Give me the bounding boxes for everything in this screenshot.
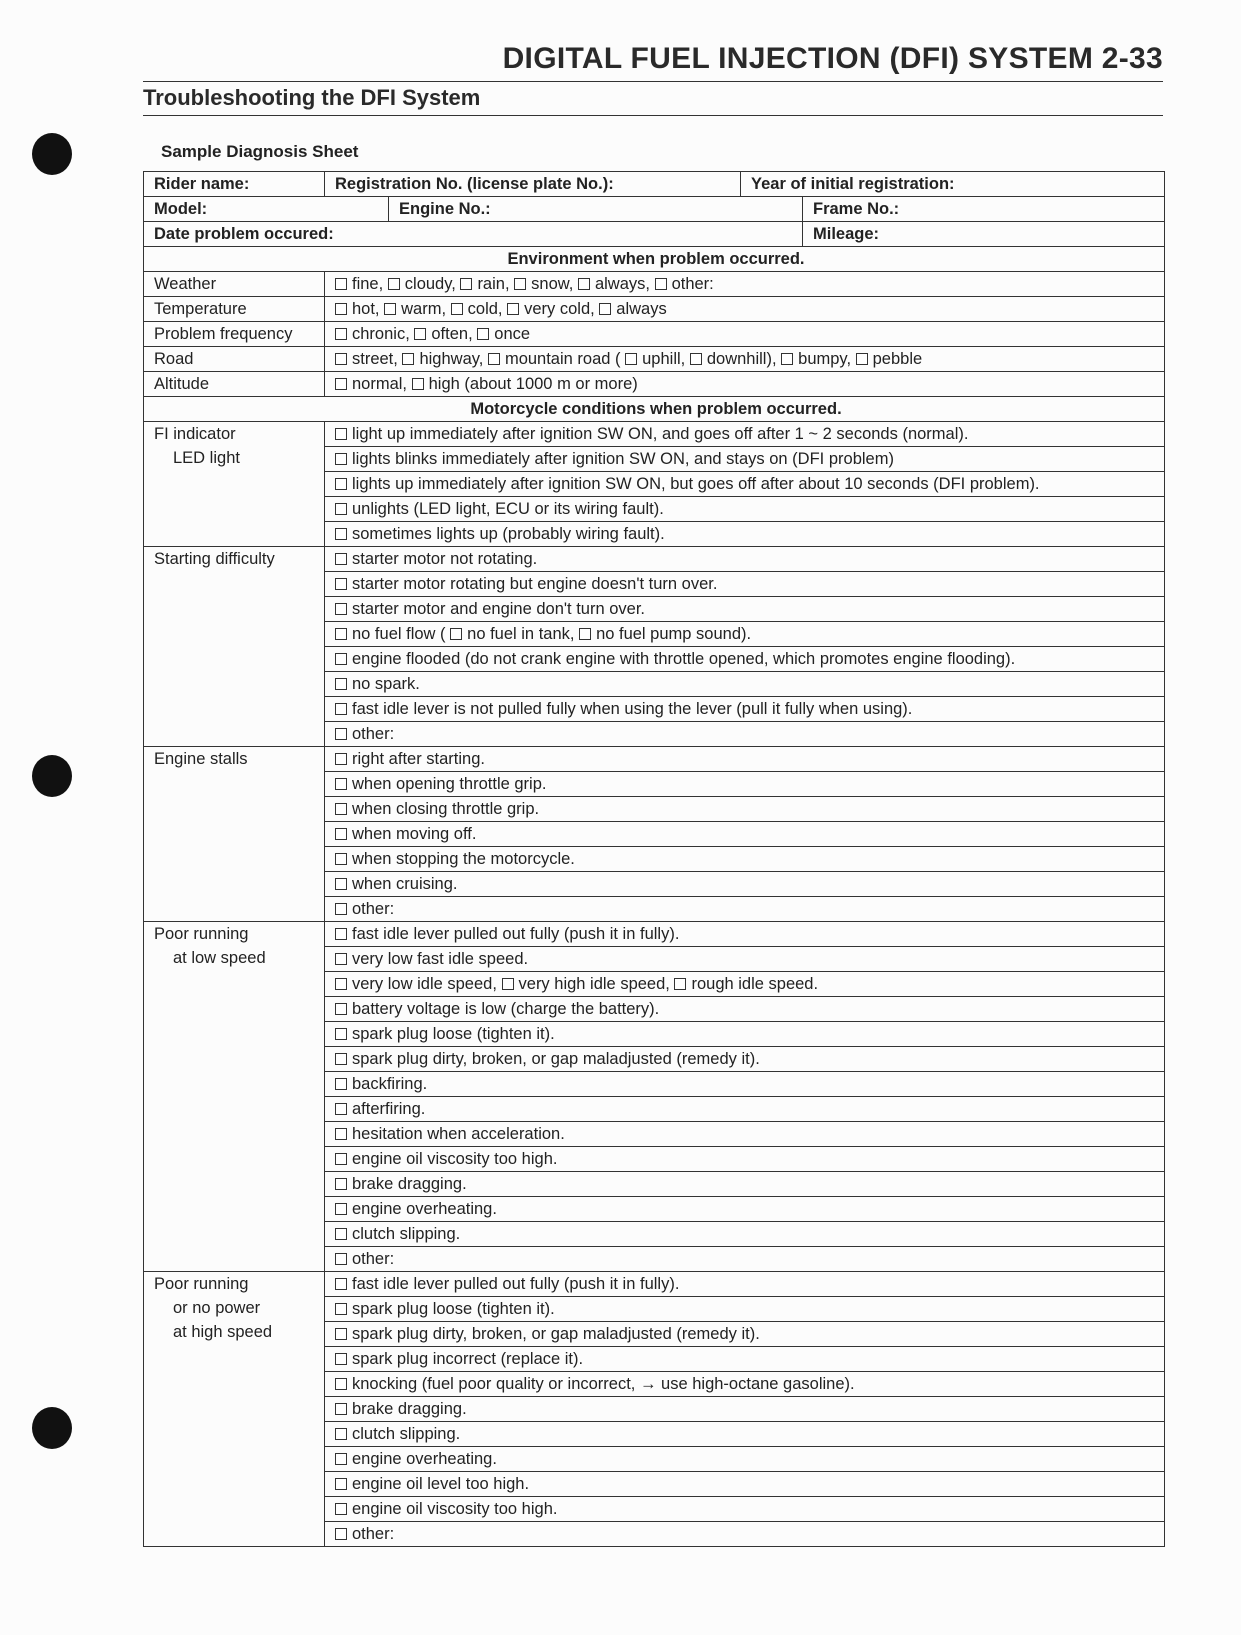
option-text: engine overheating.	[352, 1450, 497, 1468]
option-cell	[325, 747, 1165, 772]
checkbox[interactable]	[335, 728, 347, 740]
option-cell	[325, 997, 1165, 1022]
sheet-title: Sample Diagnosis Sheet	[161, 142, 359, 161]
option-cell	[325, 1122, 1165, 1147]
option-text: often,	[431, 325, 473, 343]
option-cell	[325, 1047, 1165, 1072]
binder-hole	[32, 1407, 72, 1449]
checkbox[interactable]	[335, 1278, 347, 1290]
option-text: no fuel in tank,	[467, 625, 575, 643]
option-cell	[325, 697, 1165, 722]
option-text: when cruising.	[352, 875, 458, 893]
checkbox[interactable]	[335, 803, 347, 815]
rider-name-field[interactable]: Rider name:	[144, 172, 325, 197]
option-cell	[325, 372, 1165, 397]
option-text: engine overheating.	[352, 1200, 497, 1218]
option-text: mountain road (	[504, 350, 621, 368]
checkbox[interactable]	[335, 1328, 347, 1340]
option-text: once	[494, 325, 531, 343]
section-heading: Environment when problem occurred.	[144, 247, 1165, 272]
option-text: always	[616, 300, 667, 318]
condition-label	[144, 547, 325, 747]
checkbox[interactable]	[460, 278, 472, 290]
option-cell	[325, 1447, 1165, 1472]
checkbox[interactable]	[384, 303, 396, 315]
checkbox[interactable]	[335, 953, 347, 965]
condition-label	[144, 747, 325, 922]
option-cell	[325, 297, 1165, 322]
option-text: normal,	[352, 375, 408, 393]
checkbox[interactable]	[579, 628, 591, 640]
mileage-field[interactable]: Mileage:	[803, 222, 1165, 247]
option-text: unlights (LED light, ECU or its wiring fault).	[352, 500, 664, 518]
option-text: fast idle lever is not pulled fully when using the lever (pull it fully when using).	[352, 700, 913, 718]
option-text: other:	[352, 1525, 395, 1543]
option-cell	[325, 1322, 1165, 1347]
option-cell	[325, 1372, 1165, 1397]
option-text: brake dragging.	[352, 1175, 467, 1193]
option-cell	[325, 1197, 1165, 1222]
checkbox[interactable]	[514, 278, 526, 290]
option-text: engine oil level too high.	[352, 1475, 530, 1493]
checkbox[interactable]	[856, 353, 868, 365]
option-cell	[325, 1297, 1165, 1322]
option-cell	[325, 972, 1165, 997]
option-cell	[325, 472, 1165, 497]
option-cell	[325, 1022, 1165, 1047]
checkbox[interactable]	[335, 1353, 347, 1365]
checkbox[interactable]	[690, 353, 702, 365]
condition-label	[144, 422, 325, 547]
option-cell	[325, 497, 1165, 522]
condition-label-line: Engine stalls	[154, 750, 248, 768]
binder-hole	[32, 133, 72, 175]
registration-no-field[interactable]: Registration No. (license plate No.):	[325, 172, 741, 197]
condition-label-line: Problem frequency	[154, 325, 293, 343]
condition-label	[144, 347, 325, 372]
condition-label	[144, 322, 325, 347]
option-text: spark plug dirty, broken, or gap maladjusted (remedy it).	[352, 1050, 760, 1068]
section-title: Troubleshooting the DFI System	[143, 85, 481, 110]
checkbox[interactable]	[335, 1253, 347, 1265]
option-text: lights blinks immediately after ignition SW ON, and stays on (DFI problem)	[352, 450, 894, 468]
checkbox[interactable]	[335, 353, 347, 365]
option-cell	[325, 772, 1165, 797]
option-text: cold,	[467, 300, 503, 318]
option-text: uphill,	[642, 350, 686, 368]
checkbox[interactable]	[335, 1378, 347, 1390]
option-text: lights up immediately after ignition SW ON, but goes off after about 10 seconds (DFI problem).	[352, 475, 1040, 493]
checkbox[interactable]	[335, 1428, 347, 1440]
table-row	[144, 272, 1165, 297]
option-text: no fuel pump sound).	[596, 625, 752, 643]
checkbox[interactable]	[335, 428, 347, 440]
option-text: always,	[594, 275, 650, 293]
option-text: backfiring.	[352, 1075, 428, 1093]
checkbox[interactable]	[335, 1303, 347, 1315]
option-text: no fuel flow (	[352, 625, 446, 643]
option-text: chronic,	[352, 325, 410, 343]
option-cell	[325, 847, 1165, 872]
checkbox[interactable]	[335, 1478, 347, 1490]
table-row	[144, 297, 1165, 322]
option-cell	[325, 947, 1165, 972]
checkbox[interactable]	[450, 628, 462, 640]
section-heading: Motorcycle conditions when problem occurred.	[144, 397, 1165, 422]
table-row	[144, 922, 1165, 947]
option-cell	[325, 572, 1165, 597]
option-cell	[325, 422, 1165, 447]
table-row	[144, 322, 1165, 347]
table-row	[144, 222, 1165, 247]
option-text: clutch slipping.	[352, 1425, 461, 1443]
table-row	[144, 372, 1165, 397]
option-text: no spark.	[352, 675, 420, 693]
option-cell	[325, 1072, 1165, 1097]
checkbox[interactable]	[335, 1228, 347, 1240]
option-cell	[325, 547, 1165, 572]
checkbox[interactable]	[335, 1503, 347, 1515]
table-row	[144, 1272, 1165, 1297]
checkbox[interactable]	[335, 553, 347, 565]
checkbox[interactable]	[655, 278, 667, 290]
condition-label	[144, 297, 325, 322]
checkbox[interactable]	[335, 503, 347, 515]
checkbox[interactable]	[335, 1153, 347, 1165]
checkbox[interactable]	[388, 278, 400, 290]
condition-label-line: at low speed	[173, 949, 266, 967]
engine-no-field[interactable]: Engine No.:	[389, 197, 803, 222]
checkbox[interactable]	[335, 578, 347, 590]
condition-label-line: Starting difficulty	[154, 550, 275, 568]
option-text: spark plug loose (tighten it).	[352, 1025, 555, 1043]
option-cell	[325, 1347, 1165, 1372]
table-row	[144, 747, 1165, 772]
checkbox[interactable]	[335, 903, 347, 915]
option-text: clutch slipping.	[352, 1225, 461, 1243]
checkbox[interactable]	[335, 1178, 347, 1190]
section-heading-row	[144, 247, 1165, 272]
checkbox[interactable]	[477, 328, 489, 340]
option-cell	[325, 822, 1165, 847]
condition-label-line: Poor running	[154, 1275, 249, 1293]
checkbox[interactable]	[335, 528, 347, 540]
condition-label-line: Temperature	[154, 300, 247, 318]
option-text: engine oil viscosity too high.	[352, 1500, 558, 1518]
option-text: afterfiring.	[352, 1100, 426, 1118]
option-text: very high idle speed,	[518, 975, 670, 993]
option-cell	[325, 672, 1165, 697]
option-text: fine,	[352, 275, 384, 293]
checkbox[interactable]	[335, 1103, 347, 1115]
frame-no-field[interactable]: Frame No.:	[803, 197, 1165, 222]
checkbox[interactable]	[335, 628, 347, 640]
checkbox[interactable]	[335, 1453, 347, 1465]
option-text: hot,	[352, 300, 380, 318]
condition-label-line: Poor running	[154, 925, 249, 943]
table-row	[144, 172, 1165, 197]
checkbox[interactable]	[335, 1003, 347, 1015]
checkbox[interactable]	[402, 353, 414, 365]
option-text: engine flooded (do not crank engine with throttle opened, which promotes engine flooding).	[352, 650, 1016, 668]
checkbox[interactable]	[335, 1403, 347, 1415]
option-text: other:	[352, 900, 395, 918]
option-text: starter motor and engine don't turn over.	[352, 600, 645, 618]
option-cell	[325, 922, 1165, 947]
checkbox[interactable]	[412, 378, 424, 390]
option-cell	[325, 1222, 1165, 1247]
checkbox[interactable]	[335, 328, 347, 340]
checkbox[interactable]	[335, 853, 347, 865]
option-text: hesitation when acceleration.	[352, 1125, 565, 1143]
checkbox[interactable]	[335, 378, 347, 390]
checkbox[interactable]	[335, 703, 347, 715]
checkbox[interactable]	[335, 828, 347, 840]
condition-label-line: FI indicator	[154, 425, 236, 443]
checkbox[interactable]	[335, 753, 347, 765]
option-text: sometimes lights up (probably wiring fault).	[352, 525, 665, 543]
option-text: when opening throttle grip.	[352, 775, 547, 793]
checkbox[interactable]	[335, 978, 347, 990]
option-cell	[325, 597, 1165, 622]
checkbox[interactable]	[335, 1053, 347, 1065]
option-text: battery voltage is low (charge the battery).	[352, 1000, 660, 1018]
date-problem-field[interactable]: Date problem occured:	[144, 222, 803, 247]
checkbox[interactable]	[451, 303, 463, 315]
option-text: when moving off.	[352, 825, 477, 843]
option-text: bumpy,	[798, 350, 852, 368]
model-field[interactable]: Model:	[144, 197, 389, 222]
year-initial-registration-field[interactable]: Year of initial registration:	[741, 172, 1165, 197]
section-rule	[143, 115, 1163, 116]
option-text: when stopping the motorcycle.	[352, 850, 575, 868]
condition-label	[144, 1272, 325, 1547]
checkbox[interactable]	[335, 1028, 347, 1040]
checkbox[interactable]	[578, 278, 590, 290]
table-row	[144, 197, 1165, 222]
option-text: light up immediately after ignition SW ON, and goes off after 1 ~ 2 seconds (normal).	[352, 425, 969, 443]
checkbox[interactable]	[335, 878, 347, 890]
option-text: warm,	[401, 300, 447, 318]
option-text: spark plug loose (tighten it).	[352, 1300, 555, 1318]
option-cell	[325, 797, 1165, 822]
table-row	[144, 422, 1165, 447]
option-text: other:	[671, 275, 714, 293]
checkbox[interactable]	[502, 978, 514, 990]
checkbox[interactable]	[335, 1128, 347, 1140]
option-cell	[325, 1522, 1165, 1547]
condition-label	[144, 922, 325, 1272]
option-cell	[325, 1422, 1165, 1447]
option-text: spark plug incorrect (replace it).	[352, 1350, 584, 1368]
diagnosis-sheet-table	[143, 171, 1165, 1547]
option-text: high (about 1000 m or more)	[428, 375, 638, 393]
option-cell	[325, 1272, 1165, 1297]
option-text: knocking (fuel poor quality or incorrect, → use high-octane gasoline).	[352, 1375, 855, 1393]
checkbox[interactable]	[488, 353, 500, 365]
binder-hole	[32, 755, 72, 797]
option-cell	[325, 722, 1165, 747]
option-text: when closing throttle grip.	[352, 800, 540, 818]
option-cell	[325, 1097, 1165, 1122]
condition-label-line: Altitude	[154, 375, 210, 393]
header-rule	[143, 81, 1163, 82]
option-cell	[325, 322, 1165, 347]
condition-label-line: at high speed	[173, 1323, 273, 1341]
option-cell	[325, 1147, 1165, 1172]
option-cell	[325, 522, 1165, 547]
option-text: right after starting.	[352, 750, 485, 768]
checkbox[interactable]	[335, 478, 347, 490]
checkbox[interactable]	[335, 453, 347, 465]
checkbox[interactable]	[335, 303, 347, 315]
option-text: fast idle lever pulled out fully (push it in fully).	[352, 925, 680, 943]
option-text: engine oil viscosity too high.	[352, 1150, 558, 1168]
option-text: street,	[352, 350, 398, 368]
option-text: starter motor rotating but engine doesn't turn over.	[352, 575, 718, 593]
option-text: rough idle speed.	[691, 975, 819, 993]
option-text: very low fast idle speed.	[352, 950, 529, 968]
option-cell	[325, 347, 1165, 372]
checkbox[interactable]	[674, 978, 686, 990]
condition-label	[144, 372, 325, 397]
condition-label-line: Weather	[154, 275, 217, 293]
option-cell	[325, 622, 1165, 647]
checkbox[interactable]	[507, 303, 519, 315]
option-text: starter motor not rotating.	[352, 550, 538, 568]
option-cell	[325, 1472, 1165, 1497]
option-text: snow,	[531, 275, 574, 293]
option-text: spark plug dirty, broken, or gap maladjusted (remedy it).	[352, 1325, 760, 1343]
option-text: cloudy,	[404, 275, 456, 293]
condition-label-line: LED light	[173, 449, 240, 467]
checkbox[interactable]	[335, 603, 347, 615]
option-text: other:	[352, 1250, 395, 1268]
option-text: downhill),	[706, 350, 777, 368]
option-text: fast idle lever pulled out fully (push it in fully).	[352, 1275, 680, 1293]
condition-label	[144, 272, 325, 297]
checkbox[interactable]	[335, 928, 347, 940]
checkbox[interactable]	[414, 328, 426, 340]
option-cell	[325, 897, 1165, 922]
option-cell	[325, 272, 1165, 297]
option-cell	[325, 647, 1165, 672]
page-title: DIGITAL FUEL INJECTION (DFI) SYSTEM 2-33	[502, 42, 1163, 75]
checkbox[interactable]	[335, 778, 347, 790]
option-text: brake dragging.	[352, 1400, 467, 1418]
option-text: rain,	[477, 275, 510, 293]
option-text: very low idle speed,	[352, 975, 497, 993]
condition-label-line: Road	[154, 350, 194, 368]
option-text: other:	[352, 725, 395, 743]
checkbox[interactable]	[599, 303, 611, 315]
checkbox[interactable]	[335, 653, 347, 665]
option-cell	[325, 1497, 1165, 1522]
option-text: highway,	[419, 350, 484, 368]
condition-label-line: or no power	[173, 1299, 261, 1317]
option-cell	[325, 1172, 1165, 1197]
option-text: very cold,	[524, 300, 595, 318]
option-cell	[325, 447, 1165, 472]
table-row	[144, 347, 1165, 372]
option-text: pebble	[872, 350, 923, 368]
checkbox[interactable]	[335, 1528, 347, 1540]
table-row	[144, 547, 1165, 572]
checkbox[interactable]	[335, 1203, 347, 1215]
option-cell	[325, 872, 1165, 897]
checkbox[interactable]	[335, 1078, 347, 1090]
checkbox[interactable]	[335, 278, 347, 290]
checkbox[interactable]	[335, 678, 347, 690]
section-heading-row	[144, 397, 1165, 422]
checkbox[interactable]	[781, 353, 793, 365]
checkbox[interactable]	[625, 353, 637, 365]
option-cell	[325, 1247, 1165, 1272]
option-cell	[325, 1397, 1165, 1422]
